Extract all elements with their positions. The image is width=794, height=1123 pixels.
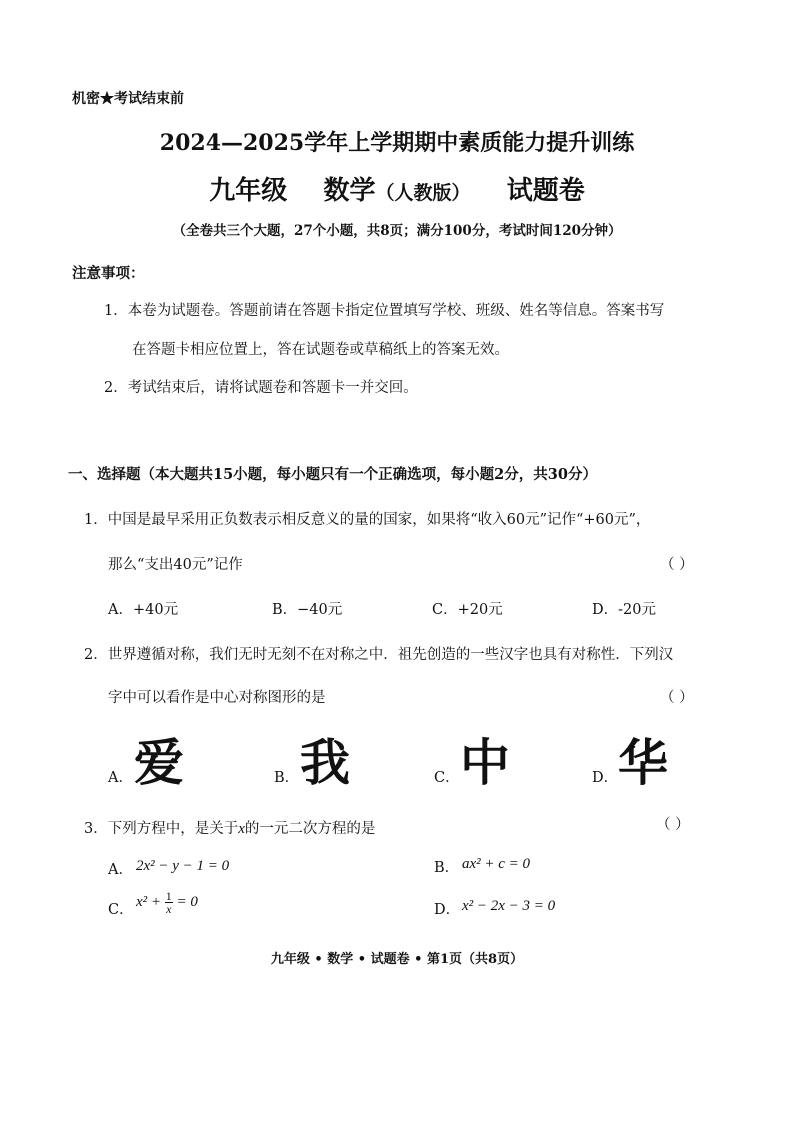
question-2-text-cont: 字中可以看作是中心对称图形的是 <box>108 690 326 706</box>
option-d-label: D． <box>434 902 461 918</box>
exam-info: （全卷共三个大题，27个小题，共8页；满分100分，考试时间120分钟） <box>172 223 622 239</box>
note-item-2: 2．考试结束后，请将试题卷和答题卡一并交回。 <box>104 380 418 396</box>
exam-subtitle-line <box>0 170 794 207</box>
option-c: C．+20元 <box>432 602 503 618</box>
notes-heading: 注意事项： <box>72 265 145 282</box>
option-b: B．−40元 <box>272 602 343 618</box>
fraction: $\frac{1}{x}$ <box>165 889 172 916</box>
question-2-text: 2．世界遵循对称，我们无时无刻不在对称之中．祖先创造的一些汉字也具有对称性．下列汉 <box>84 647 674 663</box>
option-c-label: C． <box>108 902 134 918</box>
paper-type-label: 试题卷 <box>506 176 585 206</box>
question-1-text: 1．中国是最早采用正负数表示相反意义的量的国家，如果将“收入60元”记作“+60元”， <box>84 512 651 528</box>
option-c-equation: x² + $\frac{1}{x}$ = 0 <box>136 889 198 916</box>
confidential-label: 机密★考试结束前 <box>72 91 184 107</box>
option-d: D．-20元 <box>592 602 656 618</box>
option-d-label: D． <box>592 770 619 786</box>
option-b-equation: ax² + c = 0 <box>462 856 531 872</box>
note-item-1-cont: 在答题卡相应位置上，答在试题卷或草稿纸上的答案无效。 <box>132 342 509 358</box>
character-figure-d: 华 <box>618 734 668 792</box>
variable-x: x <box>238 821 245 837</box>
option-a-label: A． <box>108 862 133 878</box>
grade-label: 九年级 <box>209 176 288 206</box>
subject-label: 数学 <box>323 176 376 206</box>
section-heading: 一、选择题（本大题共15小题，每小题只有一个正确选项，每小题2分，共30分） <box>68 466 597 483</box>
option-a-label: A． <box>108 770 133 786</box>
option-d-equation: x² − 2x − 3 = 0 <box>462 898 556 914</box>
character-figure-c: 中 <box>460 734 510 792</box>
option-a-equation: 2x² − y − 1 = 0 <box>136 858 230 874</box>
character-figure-b: 我 <box>300 734 350 792</box>
answer-bracket: （ ） <box>656 817 690 833</box>
question-3-text: 3．下列方程中，是关于x的一元二次方程的是 <box>84 821 376 837</box>
option-b-label: B． <box>434 860 460 876</box>
character-figure-a: 爱 <box>134 734 184 792</box>
answer-bracket: （ ） <box>660 690 694 706</box>
exam-title: 2024—2025学年上学期期中素质能力提升训练 <box>159 130 635 156</box>
option-c-label: C． <box>434 770 460 786</box>
answer-bracket: （ ） <box>660 557 694 573</box>
page-footer: 九年级 • 数学 • 试题卷 • 第1页（共8页） <box>270 952 524 967</box>
option-a: A．+40元 <box>108 602 179 618</box>
question-1-text-cont: 那么“支出40元”记作 <box>108 557 243 573</box>
edition-label: （人教版） <box>375 182 471 204</box>
note-item-1: 1．本卷为试题卷。答题前请在答题卡指定位置填写学校、班级、姓名等信息。答案书写 <box>104 303 665 319</box>
option-b-label: B． <box>274 770 300 786</box>
